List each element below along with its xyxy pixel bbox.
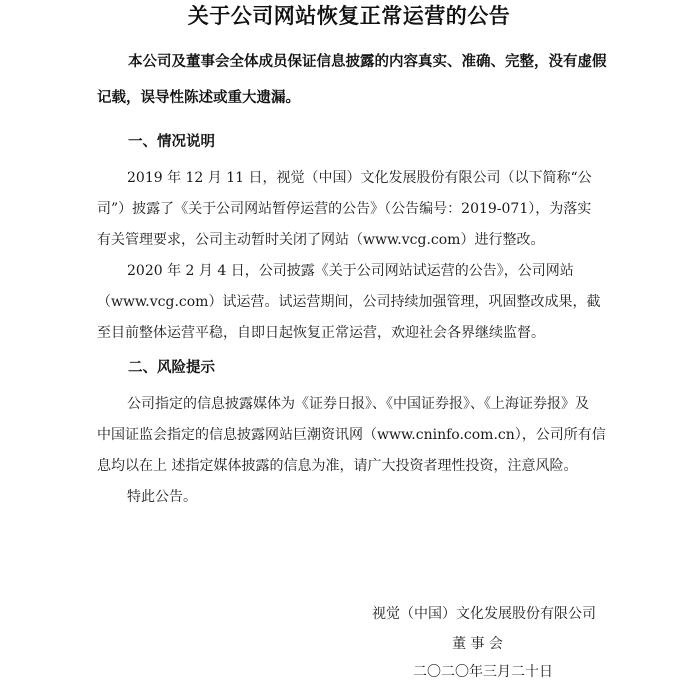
paragraph-line: 有关管理要求，公司主动暂时关闭了网站（www.vcg.com）进行整改。 xyxy=(97,232,545,248)
paragraph-line: 至目前整体运营平稳，自即日起恢复正常运营，欢迎社会各界继续监督。 xyxy=(97,325,545,341)
signature-date: 二〇二〇年三月二十日 xyxy=(413,664,553,680)
paragraph-line: 公司指定的信息披露媒体为《证券日报》、《中国证券报》、《上海证券报》及 xyxy=(127,396,589,412)
paragraph-line: 息均以在上 述指定媒体披露的信息为准，请广大投资者理性投资，注意风险。 xyxy=(97,458,578,474)
section1-paragraph-1 xyxy=(97,163,615,256)
section1-paragraph-2 xyxy=(97,256,615,349)
section-heading-risk: 二、风险提示 xyxy=(128,360,215,376)
signature-company: 视觉（中国）文化发展股份有限公司 xyxy=(372,606,596,622)
closing-paragraph xyxy=(97,482,615,513)
document-title: 关于公司网站恢复正常运营的公告 xyxy=(187,4,511,28)
section2-paragraph-1 xyxy=(97,389,615,482)
paragraph-line: 2019 年 12 月 11 日，视觉（中国）文化发展股份有限公司（以下简称“公 xyxy=(127,170,592,186)
signature-board: 董 事 会 xyxy=(452,636,503,652)
paragraph-line: 中国证监会指定的信息披露网站巨潮资讯网（www.cninfo.com.cn），公司所有信 xyxy=(97,427,606,443)
statement-line-1: 本公司及董事会全体成员保证信息披露的内容真实、准确、完整，没有虚假 xyxy=(128,54,607,70)
closing-text: 特此公告。 xyxy=(127,489,197,505)
statement-line-2: 记载，误导性陈述或重大遗漏。 xyxy=(97,90,300,106)
paragraph-line: （www.vcg.com）试运营。试运营期间，公司持续加强管理，巩固整改成果，截 xyxy=(97,294,601,310)
section-heading-situation: 一、情况说明 xyxy=(128,134,215,150)
board-statement xyxy=(97,44,622,116)
paragraph-line: 2020 年 2 月 4 日，公司披露《关于公司网站试运营的公告》，公司网站 xyxy=(127,263,574,279)
paragraph-line: 司”）披露了《关于公司网站暂停运营的公告》（公告编号：2019-071），为落实 xyxy=(97,201,592,217)
